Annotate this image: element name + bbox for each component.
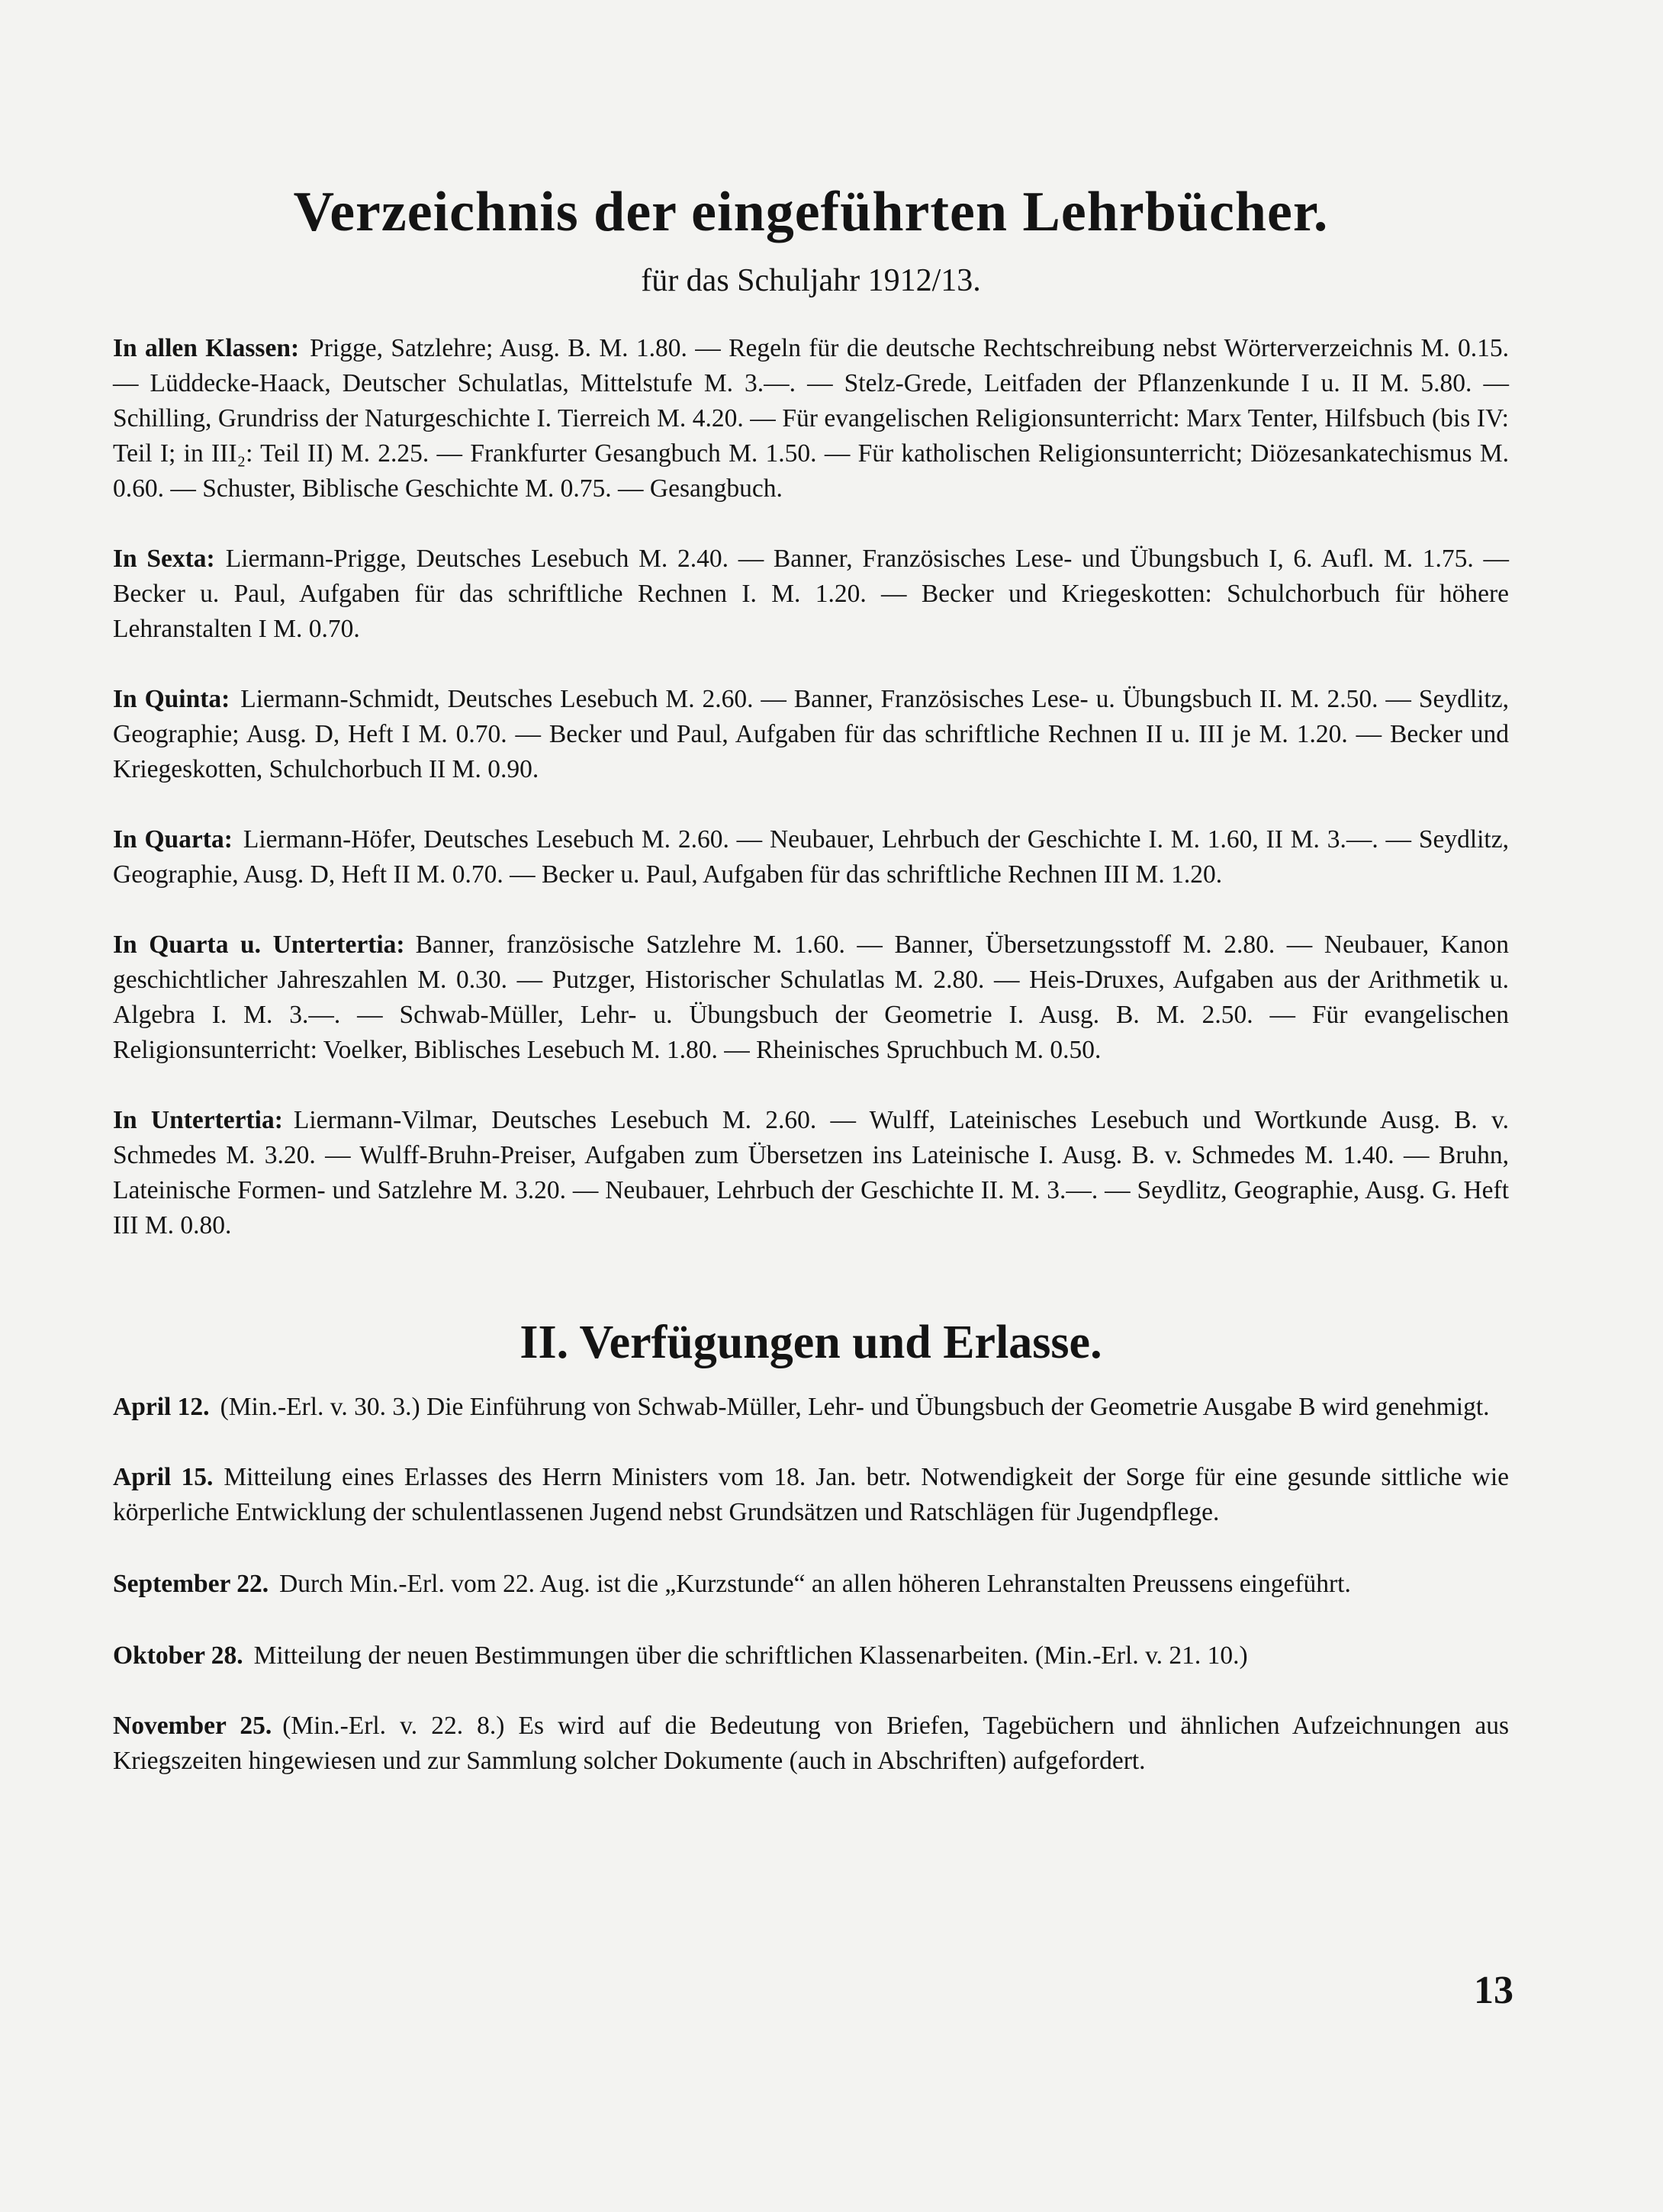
decree-date: November 25.: [113, 1712, 272, 1740]
textbook-entry-quinta: [113, 682, 1509, 787]
class-label: In Quarta u. Untertertia:: [113, 931, 405, 959]
decree-text: (Min.-Erl. v. 30. 3.) Die Einführung von Schwab-Müller, Lehr- und Übungsbuch der Geometrie Ausgabe B wird genehmigt.: [220, 1393, 1490, 1421]
decree-text: Mitteilung der neuen Bestimmungen über die schriftlichen Klassenarbeiten. (Min.-Erl. v. 21. 10.): [253, 1641, 1248, 1670]
decree-entry: [113, 1709, 1509, 1779]
class-label: In Quinta:: [113, 685, 230, 713]
decree-text: (Min.-Erl. v. 22. 8.) Es wird auf die Bedeutung von Briefen, Tagebüchern und ähnlichen Aufzeichnungen aus Kriegszeiten hingewiesen und zur Sammlung solcher Dokumente (auch in Abschriften) aufgefordert.: [113, 1712, 1510, 1775]
decree-date: April 15.: [113, 1463, 214, 1491]
page-title: Verzeichnis der eingeführten Lehrbücher.: [293, 181, 1329, 243]
decree-entry: [113, 1567, 1509, 1602]
page-subtitle: für das Schuljahr 1912/13.: [641, 263, 981, 298]
entry-text: Liermann-Prigge, Deutsches Lesebuch M. 2.40. — Banner, Französisches Lese- und Übungsbuch I, 6. Aufl. M. 1.75. — Becker u. Paul, Aufgaben für das schriftliche Rechnen I. M. 1.20. — Becker und Kriegeskotten: Schulchorbuch für höhere Lehranstalten I M. 0.70.: [113, 545, 1510, 643]
page-content: [113, 177, 1509, 1779]
decree-date: Oktober 28.: [113, 1641, 243, 1670]
entry-text: Liermann-Vilmar, Deutsches Lesebuch M. 2.60. — Wulff, Lateinisches Lesebuch und Wortkunde Ausg. B. v. Schmedes M. 3.20. — Wulff-Bruhn-Preiser, Aufgaben zum Übersetzen ins Lateinische I. Ausg. B. v. Schmedes M. 1.40. — Bruhn, Lateinische Formen- und Satzlehre M. 3.20. — Neubauer, Lehrbuch der Geschichte II. M. 3.—. — Seydlitz, Geographie, Ausg. G. Heft III M. 0.80.: [113, 1106, 1509, 1239]
class-label: In Quarta:: [113, 825, 233, 854]
class-label: In allen Klassen:: [113, 334, 300, 362]
textbook-entry-sexta: [113, 542, 1509, 647]
entry-text: Liermann-Schmidt, Deutsches Lesebuch M. 2.60. — Banner, Französisches Lese- u. Übungsbuch II. M. 2.50. — Seydlitz, Geographie; Ausg. D, Heft I M. 0.70. — Becker und Paul, Aufgaben für das schriftliche Rechnen II u. III je M. 1.20. — Becker und Kriegeskotten, Schulchorbuch II M. 0.90.: [113, 685, 1509, 783]
entry-text: Banner, französische Satzlehre M. 1.60. — Banner, Übersetzungsstoff M. 2.80. — Neubauer, Kanon geschichtlicher Jahreszahlen M. 0.30. — Putzger, Historischer Schulatlas M. 2.80. — Heis-Druxes, Aufgaben aus der Arithmetik u. Algebra I. M. 3.—. — Schwab-Müller, Lehr- u. Übungsbuch der Geometrie I. Ausg. B. M. 2.50. — Für evangelischen Religionsunterricht: Voelker, Biblisches Lesebuch M. 1.80. — Rheinisches Spruchbuch M. 0.50.: [113, 931, 1509, 1064]
entry-text: Prigge, Satzlehre; Ausg. B. M. 1.80. — Regeln für die deutsche Rechtschreibung nebst Wörterverzeichnis M. 0.15. — Lüddecke-Haack, Deutscher Schulatlas, Mittelstufe M. 3.—. — Stelz-Grede, Leitfaden der Pflanzenkunde I u. II M. 5.80. — Schilling, Grundriss der Naturgeschichte I. Tierreich M. 4.20. — Für evangelischen Religionsunterricht: Marx Tenter, Hilfsbuch (bis IV: Teil I; in III₂: Teil II) M. 2.25. — Frankfurter Gesangbuch M. 1.50. — Für katholischen Religionsunterricht; Diözesankatechismus M. 0.60. — Schuster, Biblische Geschichte M. 0.75. — Gesangbuch.: [113, 334, 1509, 503]
section-heading: II. Verfügungen und Erlasse.: [519, 1317, 1102, 1368]
textbook-entry-untertertia: [113, 1103, 1509, 1243]
decree-date: September 22.: [113, 1570, 269, 1598]
entry-text: Liermann-Höfer, Deutsches Lesebuch M. 2.60. — Neubauer, Lehrbuch der Geschichte I. M. 1.60, II M. 3.—. — Seydlitz, Geographie, Ausg. D, Heft II M. 0.70. — Becker u. Paul, Aufgaben für das schriftliche Rechnen III M. 1.20.: [113, 825, 1509, 889]
page-number: 13: [1474, 1969, 1513, 2012]
decree-entry: [113, 1638, 1509, 1673]
decree-text: Durch Min.-Erl. vom 22. Aug. ist die „Kurzstunde“ an allen höheren Lehranstalten Preussens eingeführt.: [279, 1570, 1351, 1598]
class-label: In Untertertia:: [113, 1106, 283, 1134]
textbook-entry-quarta: [113, 822, 1509, 892]
textbook-entry-quarta-untertertia: [113, 928, 1509, 1068]
decree-entry: [113, 1390, 1509, 1425]
decree-text: Mitteilung eines Erlasses des Herrn Ministers vom 18. Jan. betr. Notwendigkeit der Sorge für eine gesunde sittliche wie körperliche Entwicklung der schulentlassenen Jugend nebst Grundsätzen und Ratschlägen für Jugendpflege.: [113, 1463, 1509, 1526]
decree-date: April 12.: [113, 1393, 210, 1421]
decree-entry: [113, 1460, 1509, 1530]
textbook-entry-all-classes: [113, 331, 1509, 506]
class-label: In Sexta:: [113, 545, 215, 573]
